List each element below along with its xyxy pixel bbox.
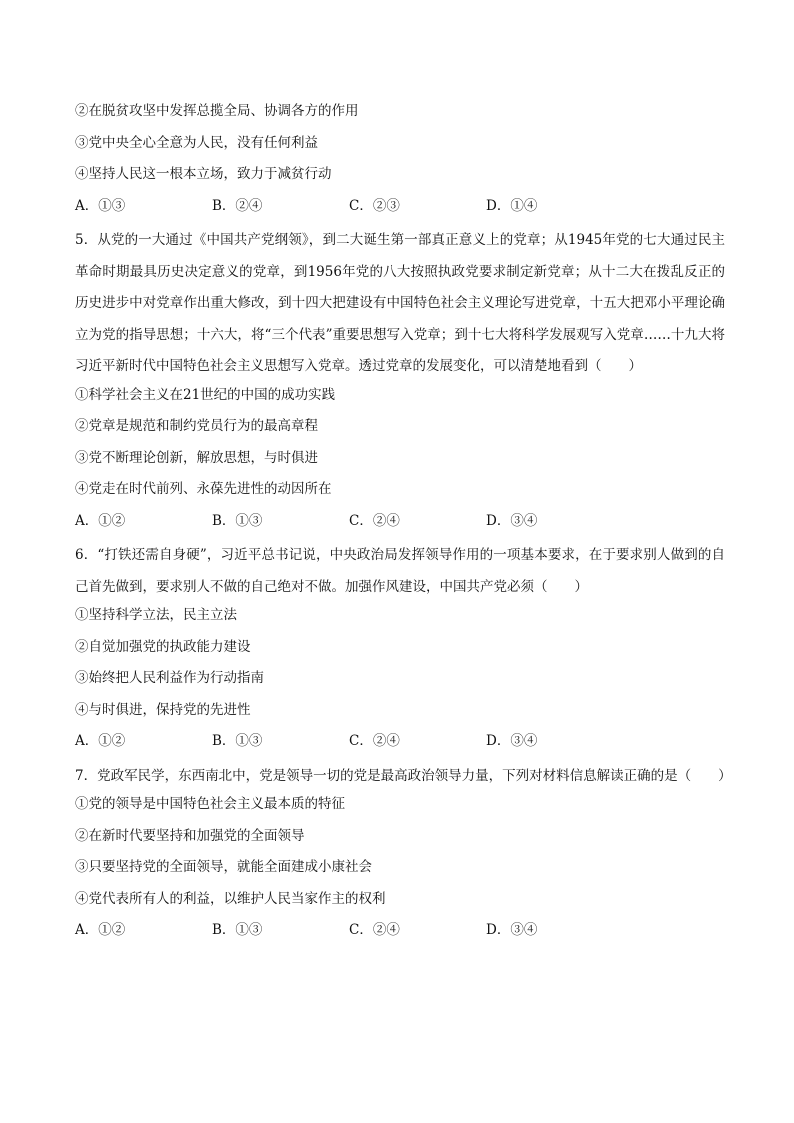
q6-choice-2: ②自觉加强党的执政能力建设 bbox=[75, 638, 251, 655]
question-6 bbox=[75, 540, 725, 761]
q4-choice-2: ②在脱贫攻坚中发挥总揽全局、协调各方的作用 bbox=[75, 103, 359, 119]
q6-stem: 6．“打铁还需自身硬”，习近平总书记说，中央政治局发挥领导作用的一项基本要求，在于要求别人做到的自己首先做到，要求别人不做的自己绝对不做。加强作风建设，中国共产党必须（ ） bbox=[75, 547, 725, 595]
q5-option-b: B．①③ bbox=[212, 512, 263, 529]
q4-option-c: C．②③ bbox=[349, 197, 400, 214]
q6-choice-3: ③始终把人民利益作为行动指南 bbox=[75, 670, 264, 686]
q5-answer-options bbox=[75, 509, 725, 541]
q5-choice-1: ①科学社会主义在21世纪的中国的成功实践 bbox=[75, 386, 336, 403]
q7-option-d: D．③④ bbox=[486, 922, 538, 938]
q4-option-b: B．②④ bbox=[212, 197, 263, 214]
question-7 bbox=[75, 761, 732, 950]
question-5 bbox=[75, 225, 725, 540]
q7-stem: 7．党政军民学，东西南北中，党是领导一切的党是最高政治领导力量，下列对材料信息解读正确的是（ ） bbox=[75, 767, 732, 784]
q6-choice-4: ④与时俱进，保持党的先进性 bbox=[75, 701, 251, 718]
q6-answer-options bbox=[75, 729, 725, 761]
q5-option-c: C．②④ bbox=[349, 512, 400, 529]
q7-choice-2: ②在新时代要坚持和加强党的全面领导 bbox=[75, 827, 305, 844]
q7-option-a: A．①② bbox=[75, 922, 126, 938]
q5-choice-3: ③党不断理论创新，解放思想，与时俱进 bbox=[75, 449, 318, 466]
q4-option-a: A．①③ bbox=[75, 197, 126, 214]
q5-option-d: D．③④ bbox=[486, 512, 538, 529]
q4-answer-options bbox=[75, 194, 725, 226]
q6-option-a: A．①② bbox=[75, 733, 126, 749]
q7-option-c: C．②④ bbox=[349, 922, 400, 938]
exam-page bbox=[75, 99, 732, 950]
q7-option-b: B．①③ bbox=[212, 922, 263, 938]
q7-choice-1: ①党的领导是中国特色社会主义最本质的特征 bbox=[75, 796, 345, 812]
question-4-continued bbox=[75, 99, 725, 225]
q5-option-a: A．①② bbox=[75, 512, 126, 529]
q5-choice-4: ④党走在时代前列、永葆先进性的动因所在 bbox=[75, 481, 332, 497]
q6-option-b: B．①③ bbox=[212, 733, 263, 749]
q5-stem: 5．从党的一大通过《中国共产党纲领》，到二大诞生第一部真正意义上的党章；从1945年党的七大通过民主革命时期最具历史决定意义的党章，到1956年党的八大按照执政党要求制定新党章；从十二大在拨乱反正的历史进步中对党章作出重大修改，到十四大把建设有中国特色社会主义理论写进党章，十五大把邓小平理论确立为党的指导思想；十六大，将“三个代表”重要思想写入党章；到十七大将科学发展观写入党章……十九大将习近平新时代中国特色社会主义思想写入党章。透过党章的发展变化，可以清楚地看到（ ） bbox=[75, 232, 725, 374]
q7-answer-options bbox=[75, 918, 725, 950]
q7-choice-4: ④党代表所有人的利益，以维护人民当家作主的权利 bbox=[75, 890, 386, 907]
q6-option-d: D．③④ bbox=[486, 733, 538, 749]
q4-option-d: D．①④ bbox=[486, 197, 538, 214]
q4-choice-3: ③党中央全心全意为人民，没有任何利益 bbox=[75, 134, 318, 151]
q5-choice-2: ②党章是规范和制约党员行为的最高章程 bbox=[75, 418, 318, 434]
q6-choice-1: ①坚持科学立法，民主立法 bbox=[75, 607, 237, 623]
q7-choice-3: ③只要坚持党的全面领导，就能全面建成小康社会 bbox=[75, 859, 372, 875]
q4-choice-4: ④坚持人民这一根本立场，致力于减贫行动 bbox=[75, 166, 332, 182]
q6-option-c: C．②④ bbox=[349, 733, 400, 749]
